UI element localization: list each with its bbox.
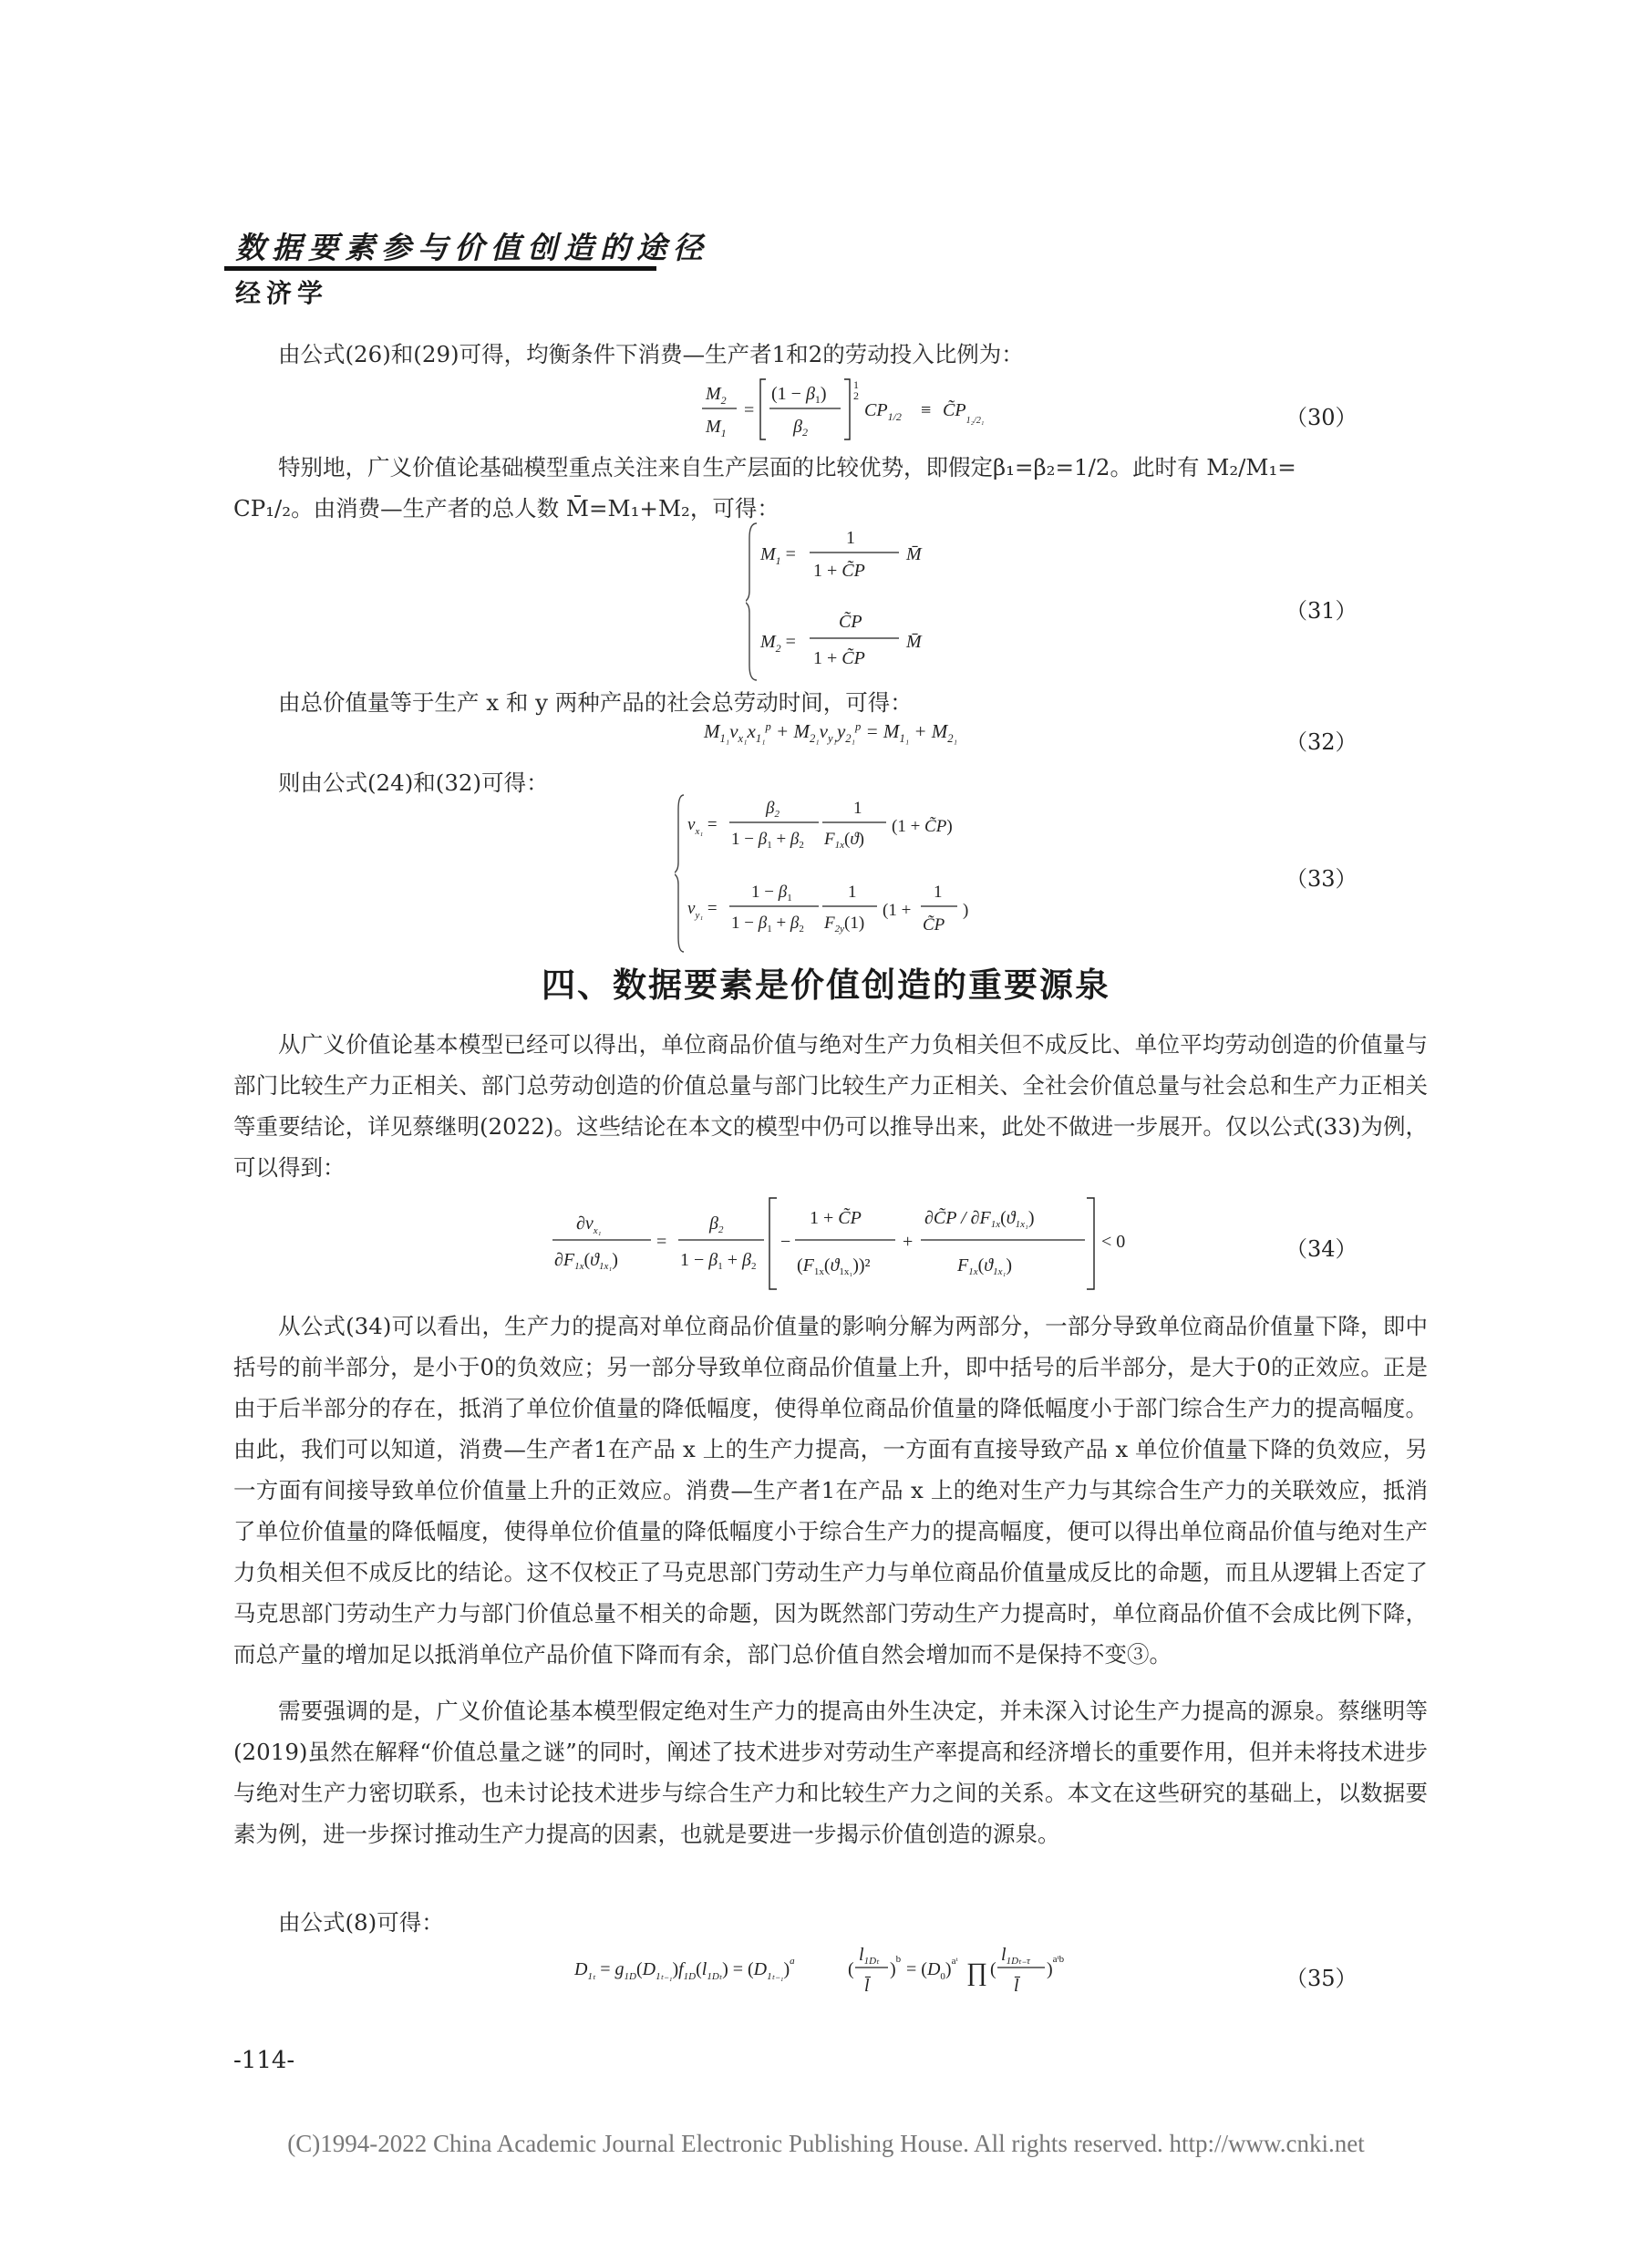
- svg-text:F1x(ϑ1x₁): $F_{1x}(ϑ_{1x_1})$: [957, 1255, 1012, 1277]
- svg-text:)aᵗb: )$^{aᵗb}$: [1047, 1954, 1065, 1979]
- svg-text:l̄: l̄: [1014, 1976, 1019, 1996]
- svg-text:≡: ≡: [921, 400, 932, 420]
- equation-31: [746, 520, 965, 689]
- running-header-title: 数据要素参与价值创造的途径: [235, 230, 709, 265]
- svg-text:β2: $\beta_2$: [766, 799, 780, 820]
- svg-text:M̄: M̄: [906, 544, 922, 564]
- intro-eq-33: 则由公式(24)和(32)可得：: [278, 769, 549, 796]
- header-rule: [224, 266, 656, 271]
- equation-number-33: （33）: [1285, 866, 1358, 892]
- svg-text:β2: $\beta_2$: [793, 417, 808, 439]
- svg-text:M2: $M_2$: [706, 384, 727, 407]
- svg-text:)b: )$^b$: [890, 1954, 902, 1979]
- equation-number-34: （34）: [1285, 1236, 1358, 1262]
- svg-text:∂vx₁: $\partial v_{x_1}$: [576, 1214, 602, 1236]
- svg-text:l̄: l̄: [864, 1976, 870, 1996]
- page-number: -114-: [233, 2047, 295, 2074]
- svg-text:(: (: [990, 1959, 996, 1979]
- svg-text:l1Dₜ₋τ: $l_{1D_{t-}\tau}$: [1001, 1945, 1030, 1967]
- svg-text:2: 2: [853, 389, 859, 402]
- equation-34: [552, 1194, 1136, 1300]
- intro-eq-30: 由公式(26)和(29)可得，均衡条件下消费—生产者1和2的劳动投入比例为：: [278, 341, 1024, 367]
- svg-text:M̄: M̄: [906, 632, 922, 652]
- copyright-footer: (C)1994-2022 China Academic Journal Electronic Publishing House. All rights reserved. http://www.cnki.net: [287, 2130, 1365, 2157]
- paragraph-line: 特别地，广义价值论基础模型重点关注来自生产层面的比较优势，即假定β₁=β₂=1/2。此时有 M₂/M₁=: [278, 454, 1296, 480]
- svg-text:(1 − β1): $(1 - \beta_1)$: [771, 384, 827, 406]
- svg-text:l1Dₜ: $l_{1D_t}$: [859, 1945, 880, 1967]
- svg-text:= (D0)aᵗ: = $(D_0)^{aᵗ}$: [906, 1956, 958, 1982]
- equation-number-32: （32）: [1285, 729, 1358, 755]
- intro-eq-35: 由公式(8)可得：: [278, 1909, 444, 1936]
- svg-text:C̃P: C̃P: [923, 915, 945, 935]
- svg-text:∏: ∏: [966, 1958, 988, 1987]
- equation-number-35: （35）: [1285, 1966, 1358, 1991]
- svg-text:+: +: [903, 1232, 914, 1252]
- svg-text:CP1/2: $CP_{1/2}$: [864, 400, 902, 423]
- paragraph-text: 需要强调的是，广义价值论基本模型假定绝对生产力的提高由外生决定，并未深入讨论生产力提高的源泉。蔡继明等(2019)虽然在解释“价值总量之谜”的同时，阐述了技术进步对劳动生产率提高和经济增长的重要作用，但并未将技术进步与绝对生产力密切联系，也未讨论技术进步与综合生产力和比较生产力之间的关系。本文在这些研究的基础上，以数据要素为例，进一步探讨推动生产力提高的因素，也就是要进一步揭示价值创造的源泉。: [233, 1698, 1428, 1847]
- svg-text:D1ₜ = g1D(D1ₜ₋₁)f1D(l1Dₜ) = (D: $D_{1_t} = g_{1D}(D_{1_{t-1}})f_{1D}(l_{1D_t}) = (D_{1_{t-1}})^a$: [574, 1956, 795, 1982]
- svg-text:1: 1: [934, 883, 943, 902]
- svg-text:1: 1: [853, 378, 859, 391]
- svg-text:=: =: [656, 1232, 667, 1252]
- equation-number-31: （31）: [1285, 598, 1358, 624]
- body-paragraph-2: [233, 1306, 1428, 1675]
- svg-text:(F1x(ϑ1x₁))²: $(F_{1x}(ϑ_{1x_1}))^2$: [797, 1255, 871, 1277]
- svg-text:M1 =: $M_1$ =: [760, 544, 796, 567]
- svg-text:1: 1: [846, 528, 855, 548]
- paragraph-special-assumption: [233, 447, 1428, 529]
- svg-text:∂F1x(ϑ1x₁): $\partial F_{1x}(ϑ_{1x_1})$: [554, 1250, 618, 1272]
- intro-eq-32: 由总价值量等于生产 x 和 y 两种产品的社会总劳动时间，可得：: [278, 689, 913, 716]
- svg-text:1 − β1 + β2: $1 - \beta_1 + \beta_2$: [731, 914, 804, 935]
- svg-text:M1: $M_1$: [706, 417, 727, 439]
- equation-number-30: （30）: [1285, 405, 1358, 430]
- svg-text:∂C̃P / ∂F1x(ϑ1x₁): ∂C̃P / $\partial F_{1x}(ϑ_{1x_1})$: [924, 1208, 1035, 1230]
- paragraph-text: 从公式(34)可以看出，生产力的提高对单位商品价值量的影响分解为两部分，一部分导致单位商品价值量下降，即中括号的前半部分，是小于0的负效应；另一部分导致单位商品价值量上升，即中括号的后半部分，是大于0的正效应。正是由于后半部分的存在，抵消了单位价值量的降低幅度，使得单位商品价值量的降低幅度小于部门综合生产力的提高幅度。由此，我们可以知道，消费—生产者1在产品 x 上的生产力提高，一方面有直接导致产品 x 单位价值量下降的负效应，另一方面有间接导致单位价值量上升的正效应。消费—生产者1在产品 x 上的绝对生产力与其综合生产力的关联效应，抵消了单位价值量的降低幅度，使得单位价值量的降低幅度小于综合生产力的提高幅度，便可以得出单位商品价值与绝对生产力负相关但不成反比的结论。这不仅校正了马克思部门劳动生产力与单位商品价值量成反比的命题，而且从逻辑上否定了马克思部门劳动生产力与部门价值总量不相关的命题，因为既然部门劳动生产力提高时，单位商品价值不会成比例下降，而总产量的增加足以抵消单位产品价值下降而有余，部门总价值自然会增加而不是保持不变③。: [233, 1313, 1428, 1668]
- svg-text:1: 1: [848, 883, 857, 902]
- paragraph-line: CP₁/₂。由消费—生产者的总人数 M̄=M₁+M₂，可得：: [233, 495, 780, 522]
- svg-text:F1x(ϑ): $F_{1x}(ϑ)$: [824, 830, 864, 851]
- svg-text:C̃P: C̃P: [839, 612, 862, 632]
- equation-30: [702, 376, 1085, 454]
- paragraph-text: 从广义价值论基本模型已经可以得出，单位商品价值与绝对生产力负相关但不成反比、单位平均劳动创造的价值量与部门比较生产力正相关、部门总劳动创造的价值总量与部门比较生产力正相关、全社会价值总量与社会总和生产力正相关等重要结论，详见蔡继明(2022)。这些结论在本文的模型中仍可以推导出来，此处不做进一步展开。仅以公式(33)为例，可以得到：: [233, 1031, 1428, 1181]
- svg-text:vx₁ =: $v_{x_1}$ =: [687, 815, 718, 837]
- svg-text:vy₁ =: $v_{y_1}$ =: [687, 899, 718, 921]
- svg-text:−: −: [780, 1232, 791, 1252]
- equation-32: $M_{1_1}v_{x_1}x_{1_1}^p + M_{2_1}v_{y_1}y_{2_1}^p = M_{1_1} + M_{2_1}$: [704, 720, 957, 746]
- svg-text:1 − β1 + β2: $1 - \beta_1 + \beta_2$: [731, 830, 804, 851]
- svg-text:(1 +: (1 +: [883, 901, 912, 920]
- equation-35: [574, 1933, 1085, 2011]
- svg-text:=: =: [744, 400, 755, 420]
- svg-text:C̃P1₂/2₁: $C̃P_{1_2/2_1}$: [943, 400, 985, 426]
- section-heading: 四、数据要素是价值创造的重要源泉: [542, 966, 1110, 1005]
- body-paragraph-1: [233, 1024, 1428, 1188]
- svg-text:1 − β1 + β2: $1 - \beta_1 + \beta_2$: [680, 1250, 757, 1272]
- svg-text:< 0: < 0: [1101, 1232, 1126, 1252]
- svg-text:1 + C̃P: 1 + C̃P: [810, 1208, 862, 1228]
- running-header-category: 经济学: [235, 278, 329, 308]
- svg-text:M2 =: $M_2$ =: [760, 632, 796, 655]
- body-paragraph-3: [233, 1690, 1428, 1854]
- svg-text:(: (: [848, 1959, 854, 1979]
- svg-text:): ): [963, 901, 969, 920]
- equation-33: [675, 791, 1021, 961]
- svg-text:(1 + C̃P): (1 + C̃P): [892, 817, 953, 836]
- svg-text:F2y(1): $F_{2y}(1)$: [824, 914, 865, 935]
- svg-text:1 + C̃P: 1 + C̃P: [813, 648, 865, 668]
- svg-text:1 − β1: $1 - \beta_1$: [751, 883, 792, 904]
- svg-text:β2: $\beta_2$: [709, 1214, 724, 1235]
- svg-text:1: 1: [853, 799, 862, 818]
- svg-text:1 + C̃P: 1 + C̃P: [813, 561, 865, 581]
